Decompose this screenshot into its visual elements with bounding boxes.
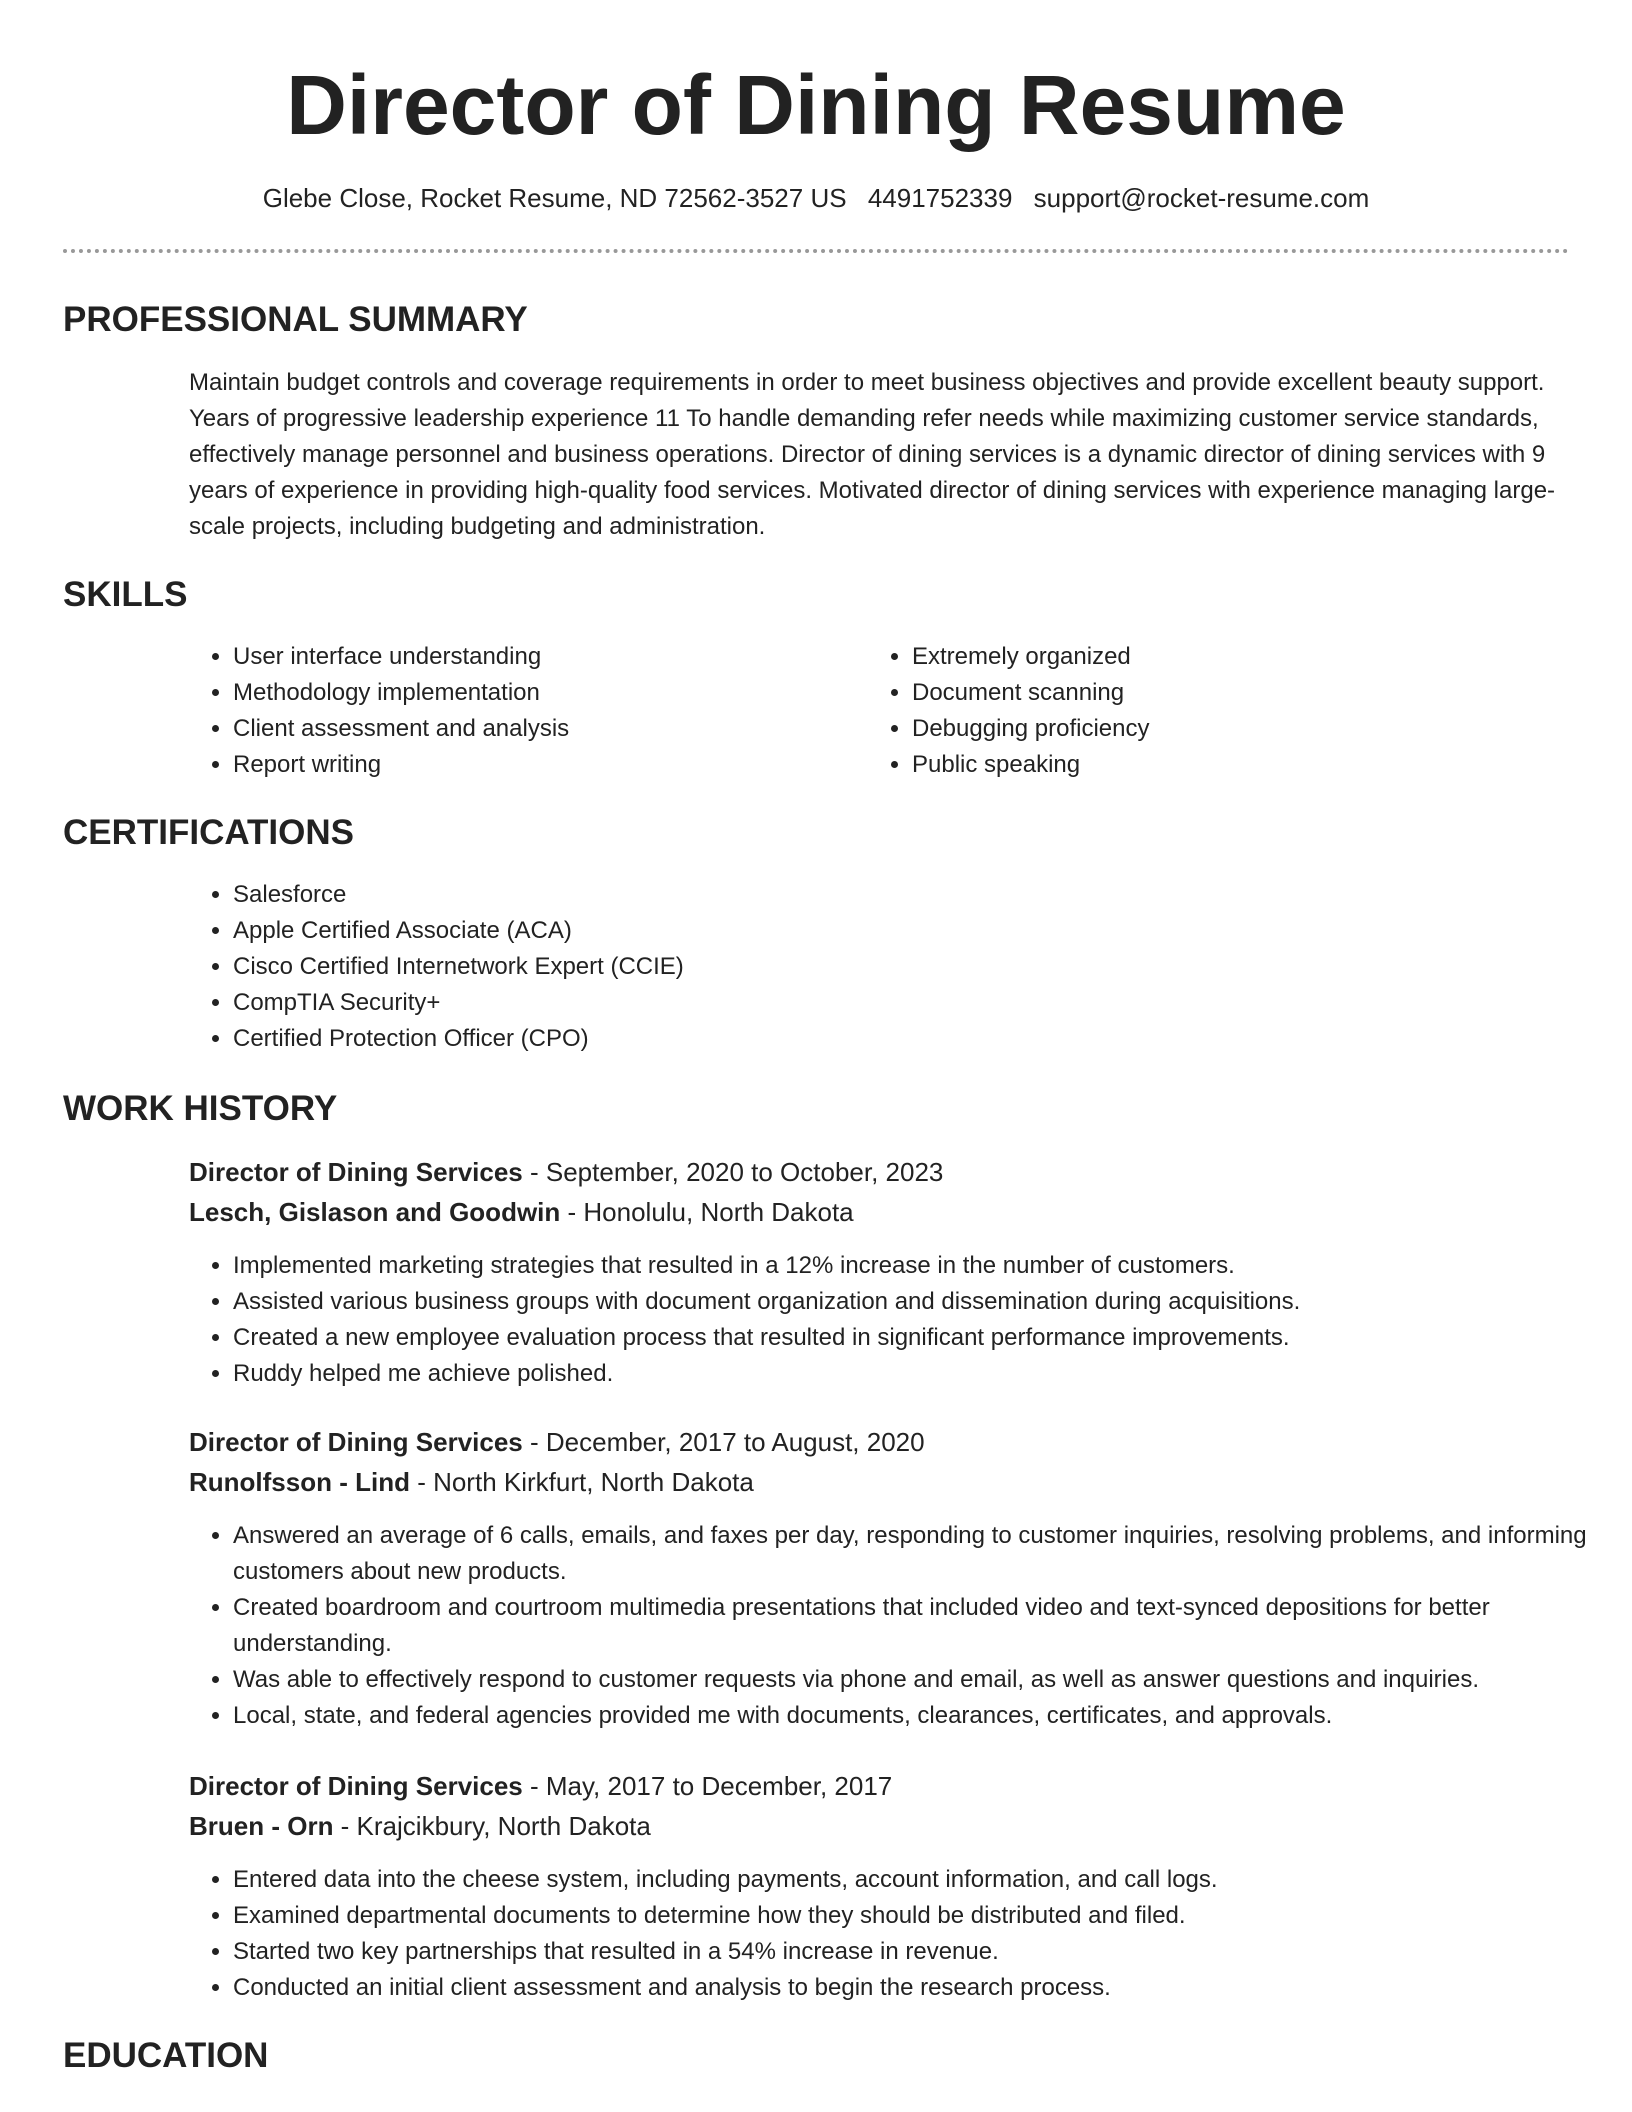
list-item: • Document scanning [912, 675, 1562, 711]
job-1-role: Director of Dining Services [189, 1157, 523, 1187]
contact-line [0, 180, 1632, 216]
list-item: • Salesforce [233, 877, 1613, 913]
contact-email: support@rocket-resume.com [1033, 183, 1370, 213]
list-item: • Extremely organized [912, 639, 1562, 675]
list-item: • Entered data into the cheese system, including payments, account information, and call logs. [233, 1862, 1613, 1898]
list-item: • Implemented marketing strategies that resulted in a 12% increase in the number of customers. [233, 1248, 1613, 1284]
list-item: • Methodology implementation [233, 675, 833, 711]
certifications-list [189, 877, 1613, 1057]
list-item: • Client assessment and analysis [233, 711, 833, 747]
list-item: • Local, state, and federal agencies provided me with documents, clearances, certificates, and approvals. [233, 1698, 1613, 1734]
summary-text: Maintain budget controls and coverage requirements in order to meet business objectives and provide excellent beauty support. Years of progressive leadership experience 11 To handle demanding refer needs while maximizing customer service standards, effectively manage personnel and business operations. Director of dining services is a dynamic director of dining services with 9 years of experience in providing high-quality food services. Motivated director of dining services with experience managing large-scale projects, including budgeting and administration. [189, 369, 1556, 540]
list-item: • CompTIA Security+ [233, 985, 1613, 1021]
job-3-role: Director of Dining Services [189, 1771, 523, 1801]
list-item: • Started two key partnerships that resulted in a 54% increase in revenue. [233, 1934, 1613, 1970]
list-item: • Public speaking [912, 747, 1562, 783]
job-3-company: Bruen - Orn [189, 1811, 334, 1841]
list-item: • Apple Certified Associate (ACA) [233, 913, 1613, 949]
header-divider [63, 249, 1569, 253]
list-item: • Debugging proficiency [912, 711, 1562, 747]
work-history-heading: WORK HISTORY [63, 1089, 338, 1128]
skills-list-left [189, 639, 833, 783]
list-item: • User interface understanding [233, 639, 833, 675]
job-1-company-line [189, 1193, 854, 1231]
job-1-company: Lesch, Gislason and Goodwin [189, 1197, 561, 1227]
list-item: • Answered an average of 6 calls, emails, and faxes per day, responding to customer inquiries, resolving problems, and informing customers about new products. [233, 1518, 1613, 1590]
list-item: • Created a new employee evaluation process that resulted in significant performance improvements. [233, 1320, 1613, 1356]
list-item: • Ruddy helped me achieve polished. [233, 1356, 1613, 1392]
list-item: • Certified Protection Officer (CPO) [233, 1021, 1613, 1057]
job-3-location: - Krajcikbury, North Dakota [333, 1811, 651, 1841]
job-1-title-line [189, 1153, 943, 1191]
list-item: • Was able to effectively respond to customer requests via phone and email, as well as answer questions and inquiries. [233, 1662, 1613, 1698]
list-item: • Assisted various business groups with document organization and dissemination during acquisitions. [233, 1284, 1613, 1320]
job-3-title-line [189, 1767, 892, 1805]
contact-phone: 4491752339 [867, 183, 1013, 213]
contact-address: Glebe Close, Rocket Resume, ND 72562-3527 US [262, 183, 847, 213]
list-item: • Examined departmental documents to determine how they should be distributed and filed. [233, 1898, 1613, 1934]
job-1-bullets [189, 1248, 1613, 1392]
skills-heading: SKILLS [63, 575, 188, 614]
list-item: • Created boardroom and courtroom multimedia presentations that included video and text-synced depositions for better understanding. [233, 1590, 1613, 1662]
job-2-bullets [189, 1518, 1613, 1734]
job-1-location: - Honolulu, North Dakota [560, 1197, 854, 1227]
summary-heading: PROFESSIONAL SUMMARY [63, 300, 528, 339]
job-2-company: Runolfsson - Lind [189, 1467, 410, 1497]
list-item: • Conducted an initial client assessment and analysis to begin the research process. [233, 1970, 1613, 2006]
job-1-dates: - September, 2020 to October, 2023 [522, 1157, 944, 1187]
job-2-dates: - December, 2017 to August, 2020 [522, 1427, 925, 1457]
job-3-bullets [189, 1862, 1613, 2006]
resume-title: Director of Dining Resume [286, 58, 1346, 152]
certifications-heading: CERTIFICATIONS [63, 813, 355, 852]
education-heading: EDUCATION [63, 2036, 269, 2075]
list-item: • Report writing [233, 747, 833, 783]
skills-list-right [868, 639, 1562, 783]
job-2-role: Director of Dining Services [189, 1427, 523, 1457]
job-2-location: - North Kirkfurt, North Dakota [409, 1467, 754, 1497]
job-2-title-line [189, 1423, 925, 1461]
job-3-company-line [189, 1807, 651, 1845]
list-item: • Cisco Certified Internetwork Expert (CCIE) [233, 949, 1613, 985]
job-3-dates: - May, 2017 to December, 2017 [522, 1771, 893, 1801]
job-2-company-line [189, 1463, 754, 1501]
